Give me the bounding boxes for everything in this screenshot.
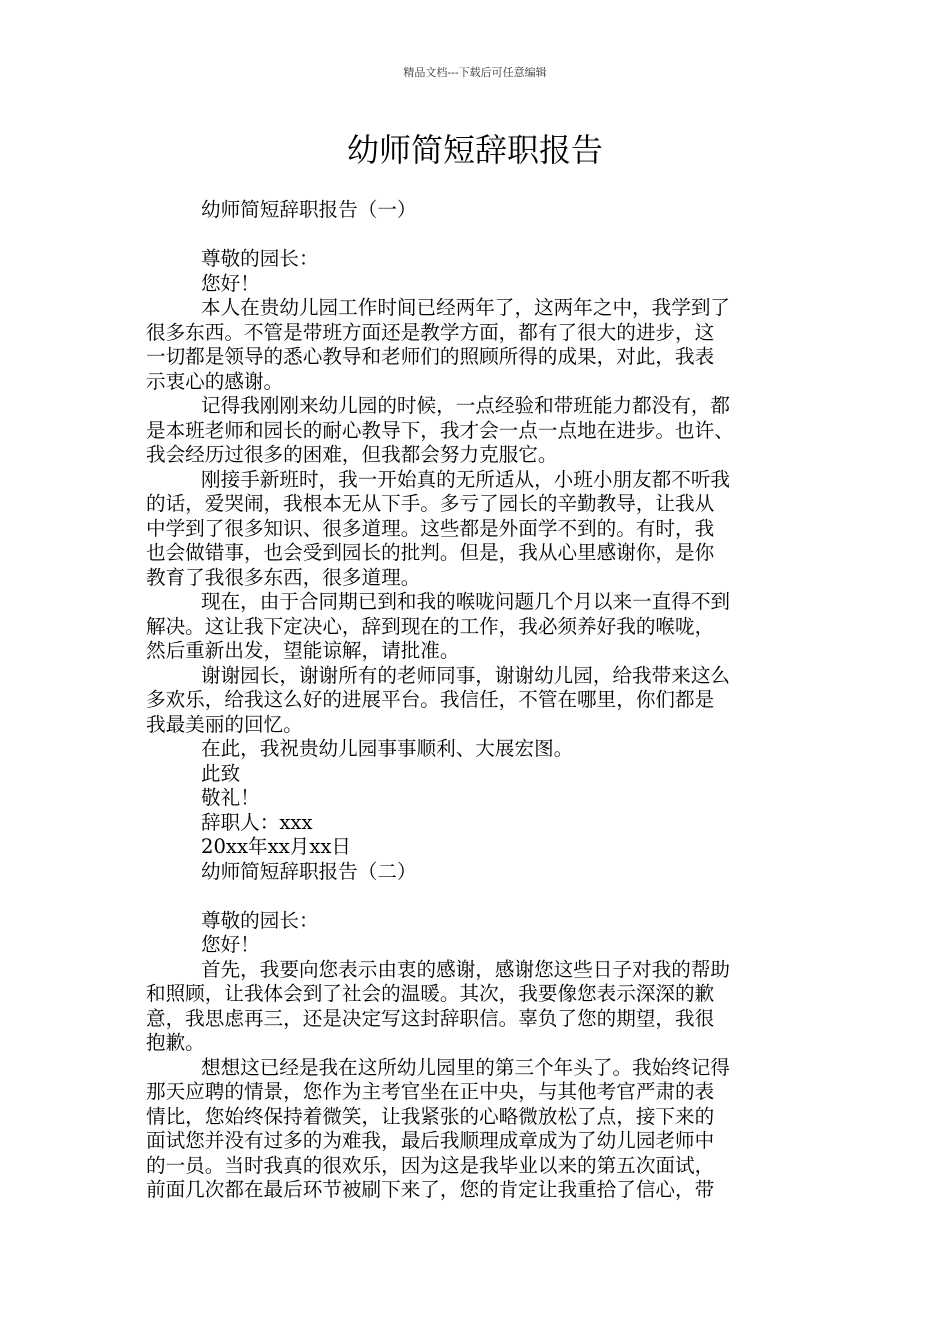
paragraph-line: 我最美丽的回忆。 [146, 712, 303, 736]
section-1-closing-1: 此致 [201, 761, 241, 785]
paragraph-line: 的一员。当时我真的很欢乐，因为这是我毕业以来的第五次面试， [146, 1153, 715, 1177]
paragraph-line: 前面几次都在最后环节被刷下来了，您的肯定让我重拾了信心，带 [146, 1178, 715, 1201]
paragraph-line: 意，我思虑再三，还是决定写这封辞职信。辜负了您的期望，我很 [146, 1006, 715, 1030]
section-1-heading: 幼师简短辞职报告（一） [201, 198, 417, 221]
section-1-paragraph-4 [146, 590, 808, 664]
paragraph-line: 很多东西。不管是带班方面还是教学方面，都有了很大的进步，这 [146, 320, 715, 344]
paragraph-line: 的话，爱哭闹，我根本无从下手。多亏了园长的辛勤教导，让我从 [146, 492, 715, 515]
section-1-paragraph-6 [146, 737, 808, 762]
blank-line [146, 223, 808, 248]
paragraph-line: 我会经历过很多的困难，但我都会努力克服它。 [146, 443, 558, 466]
paragraph-line: 然后重新出发，望能谅解，请批准。 [146, 639, 460, 662]
section-2-paragraph-2 [146, 1056, 808, 1203]
section-1-paragraph-1 [146, 296, 808, 394]
document-title: 幼师简短辞职报告 [346, 131, 603, 169]
paragraph-line: 刚接手新班时，我一开始真的无所适从，小班小朋友都不听我 [201, 467, 731, 491]
paragraph-line: 现在，由于合同期已到和我的喉咙问题几个月以来一直得不到 [201, 590, 731, 613]
paragraph-line: 谢谢园长，谢谢所有的老师同事，谢谢幼儿园，给我带来这么 [201, 663, 731, 687]
section-1-date: 20xx年xx月xx日 [201, 835, 352, 858]
paragraph-line: 中学到了很多知识、很多道理。这些都是外面学不到的。有时，我 [146, 516, 715, 540]
paragraph-line: 示衷心的感谢。 [146, 369, 284, 393]
paragraph-line: 在此，我祝贵幼儿园事事顺利、大展宏图。 [201, 737, 574, 760]
paragraph-line: 也会做错事，也会受到园长的批判。但是，我从心里感谢你，是你 [146, 541, 715, 564]
paragraph-line: 抱歉。 [146, 1031, 205, 1054]
section-1-paragraph-3 [146, 468, 808, 591]
paragraph-line: 本人在贵幼儿园工作时间已经两年了，这两年之中，我学到了 [201, 296, 731, 319]
section-1-paragraph-5 [146, 664, 808, 738]
paragraph-line: 解决。这让我下定决心，辞到现在的工作，我必须养好我的喉咙， [146, 614, 715, 638]
section-2-paragraph-1 [146, 958, 808, 1056]
section-1-salutation: 尊敬的园长： [201, 247, 319, 270]
section-2-salutation: 尊敬的园长： [201, 908, 319, 932]
paragraph-line: 那天应聘的情景，您作为主考官坐在正中央，与其他考官严肃的表 [146, 1080, 715, 1103]
paragraph-line: 面试您并没有过多的为难我，最后我顺理成章成为了幼儿园老师中 [146, 1129, 715, 1152]
paragraph-line: 记得我刚刚来幼儿园的时候，一点经验和带班能力都没有，都 [201, 394, 731, 417]
section-1-greeting: 您好！ [201, 271, 260, 295]
header-note: 精品文档---下载后可任意编辑 [403, 66, 547, 79]
paragraph-line: 是本班老师和园长的耐心教导下，我才会一点一点地在进步。也许、 [146, 418, 734, 442]
section-2-greeting: 您好！ [201, 933, 260, 956]
paragraph-line: 多欢乐，给我这么好的进展平台。我信任，不管在哪里，你们都是 [146, 688, 715, 711]
paragraph-line: 一切都是领导的悉心教导和老师们的照顾所得的成果，对此，我表 [146, 345, 715, 368]
document-body [146, 198, 808, 1203]
paragraph-line: 教育了我很多东西，很多道理。 [146, 565, 421, 589]
paragraph-line: 情比，您始终保持着微笑，让我紧张的心略微放松了点，接下来的 [146, 1104, 715, 1128]
paragraph-line: 和照顾，让我体会到了社会的温暖。其次，我要像您表示深深的歉 [146, 982, 715, 1005]
paragraph-line: 首先，我要向您表示由衷的感谢，感谢您这些日子对我的帮助 [201, 957, 731, 981]
section-1-paragraph-2 [146, 394, 808, 468]
section-1-closing-2: 敬礼！ [201, 786, 260, 809]
section-2-heading: 幼师简短辞职报告（二） [201, 859, 417, 883]
blank-line [146, 884, 808, 909]
section-1-signature: 辞职人：xxx [201, 810, 313, 834]
paragraph-line: 想想这已经是我在这所幼儿园里的第三个年头了。我始终记得 [201, 1055, 731, 1079]
